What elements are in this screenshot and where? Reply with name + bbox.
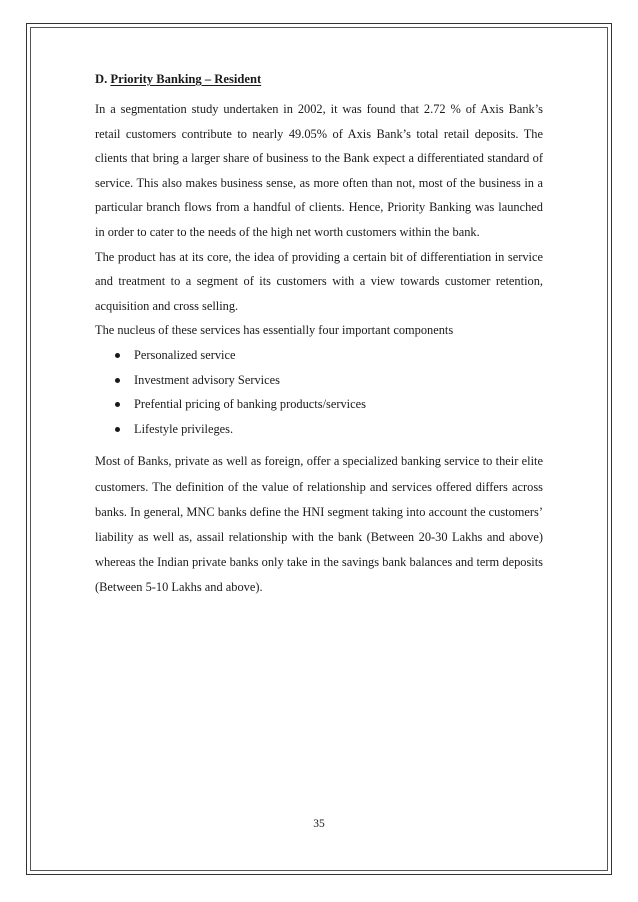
paragraph-segmentation-study: In a segmentation study undertaken in 2002, it was found that 2.72 % of Axis Bank’s retail customers contribute to nearly 49.05% of Axis Bank’s total retail deposits. The clients that bring a larger share of business to the Bank expect a differentiated standard of service. This also makes business sense, as more often than not, most of the business in a particular branch flows from a handful of clients. Hence, Priority Banking was launched in order to cater to the needs of the high net worth customers within the bank. — [95, 102, 543, 239]
list-item-text: Lifestyle privileges. — [134, 421, 234, 436]
section-heading — [95, 66, 543, 93]
page-number: 35 — [313, 818, 325, 830]
paragraph-nucleus-intro: The nucleus of these services has essentially four important components — [95, 323, 454, 338]
section-heading-prefix: D. — [95, 72, 111, 86]
list-item — [115, 368, 543, 393]
bullet-icon — [115, 402, 120, 407]
bullet-icon — [115, 378, 120, 383]
bullet-icon — [115, 427, 120, 432]
list-item-text: Prefential pricing of banking products/services — [134, 397, 366, 412]
list-item — [115, 392, 543, 417]
section-heading-title: Priority Banking – Resident — [110, 72, 262, 86]
bullet-icon — [115, 353, 120, 358]
components-list — [115, 343, 543, 441]
list-item-text: Personalized service — [134, 347, 236, 362]
list-item — [115, 343, 543, 368]
paragraph-product-core: The product has at its core, the idea of providing a certain bit of differentiation in service and treatment to a segment of its customers with a view towards customer retention, acquisition and cross selling. — [95, 249, 543, 313]
paragraph-banks-comparison: Most of Banks, private as well as foreign, offer a specialized banking service to their elite customers. The definition of the value of relationship and services offered differs across banks. In general, MNC banks define the HNI segment taking into account the customers’ liability as well as, assail relationship with the bank (Between 20-30 Lakhs and above) whereas the Indian private banks only take in the savings bank balances and term deposits (Between 5-10 Lakhs and above). — [95, 454, 543, 595]
list-item — [115, 417, 543, 442]
list-item-text: Investment advisory Services — [134, 372, 280, 387]
page-content — [95, 66, 543, 601]
